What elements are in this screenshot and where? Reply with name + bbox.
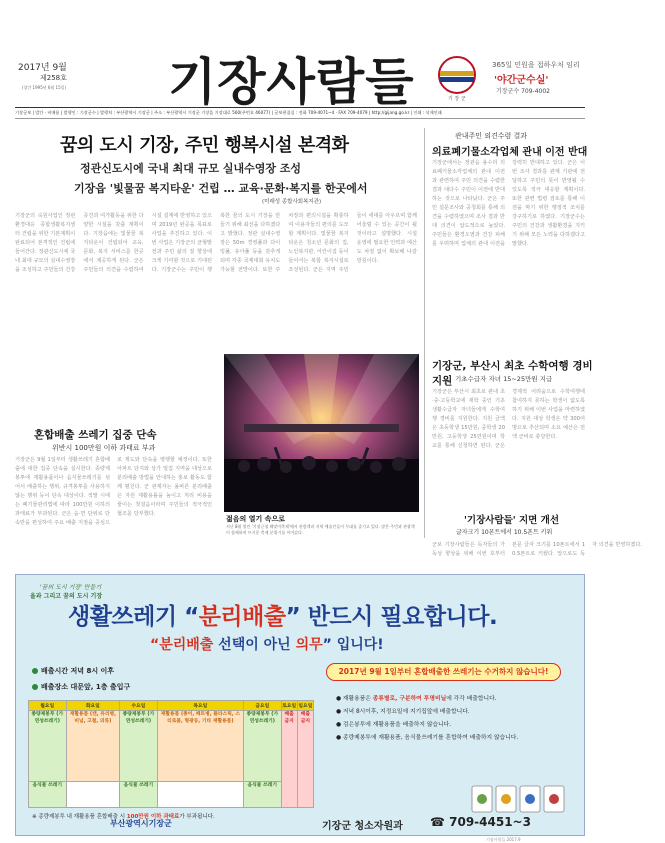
rule-highlight: 종류별로, 구분하여 투명비닐 xyxy=(372,696,447,702)
night-office-ad-line1: 365일 민원을 접하우처 임리 xyxy=(492,61,580,69)
rule-item: ● 재활용품은 종류별로, 구분하여 투명비닐에 각각 배출합니다. xyxy=(336,696,497,702)
schedule-cell: 음식물 쓰레기 xyxy=(120,781,158,807)
lead-credit: (미래성 종합사회복지관) xyxy=(262,199,322,205)
medical-waste-body: 기장군에서는 정관읍 용수리 의료폐기물소각업체의 관내 이전과 관련하여 주민 의견을 수렴한 결과 대다수 주민이 이전에 반대하는 것으로 나타났다. 군은 주민 설문조사와 공청회를 통해 의견을 수렴하였으며 조사 결과 반대 의견이 압도적으로 높았다. 주민들은 환경오염과 건강 피해를 우려하며 업체의 관내 이전을 강력히 반대하고 있다. 군은 이번 조사 결과를 관계 기관에 전달하고 주민의 뜻이 반영될 수 있도록 적극 대응할 계획이다. 또한 관련 법령 검토를 통해 이전을 막기 위한 행정적 조치를 강구하기로 하였다. 기장군수는 주민의 건강과 생활환경을 지키기 위해 모든 노력을 다하겠다고 말했다. xyxy=(432,160,585,247)
lead-headline: 꿈의 도시 기장, 주민 행복시설 본격화 xyxy=(60,135,349,156)
newspaper-title: 기장사람들 xyxy=(168,52,415,111)
schedule-cell: 종량제봉투 (가연성쓰레기) xyxy=(120,711,158,782)
banner-title-post: ” 반드시 필요합니다. xyxy=(285,604,498,630)
night-office-ad-title: '야간군수실' xyxy=(494,75,549,86)
emblem-label: 기 장 군 xyxy=(448,96,466,102)
banner-subtitle xyxy=(150,634,384,654)
bullet-icon xyxy=(32,684,38,690)
lead-subheadline-2: 기장읍 '빛물꿈 복지타운' 건립 … 교육·문화·복지를 한곳에서 xyxy=(74,182,368,195)
lead-body: 기장군의 숙원사업인 정관 환경대응 종합생활복지센터 건립을 위한 기본계획이 완료되어 본격적인 건립에 들어간다. 정관신도시에 국내 최대 규모의 실내수영장을 조성하고 주민들의 건강증진과 여가활동을 위한 다양한 시설을 갖출 계획이다. 기장읍에는 빛물꿈 복지타운이 건립되어 교육, 문화, 복지 서비스를 한곳에서 제공하게 된다. 군은 주민들의 의견을 수렴하여 시설 설계에 반영하고 있으며 2019년 완공을 목표로 사업을 추진하고 있다. 이번 사업은 기장군의 균형발전과 주민 삶의 질 향상에 크게 기여할 것으로 기대된다. 기장군수는 주민이 행복한 꿈의 도시 기장을 만들기 위해 최선을 다하겠다고 밝혔다. 정관 실내수영장은 50m 경영풀과 다이빙풀, 유아풀 등을 갖추게 되며 각종 국제대회 유치도 가능할 전망이다. 또한 주차장과 편의시설을 확충하여 이용자들의 편의를 도모할 계획이다. 빛물꿈 복지타운은 청소년 문화의 집, 노인복지관, 어린이집 등이 들어서는 복합 복지시설로 조성된다. 군은 지역 주민들이 세대를 아우르며 함께 어울릴 수 있는 공간이 될 것이라고 설명했다. 시설 운영에 필요한 인력과 예산도 차질 없이 확보해 나갈 방침이다. xyxy=(15,213,417,273)
weekday-header: 화요일 xyxy=(66,701,120,711)
schedule-cell: 종량제봉투 (가연성쓰레기) xyxy=(244,711,282,782)
bullet-icon xyxy=(32,668,38,674)
schedule-cell: 음식물 쓰레기 xyxy=(244,781,282,807)
medical-waste-headline: 의료폐기물소각업체 관내 이전 반대 xyxy=(432,147,588,158)
publication-info-bar: 기장군보 | 발간 · 비매품 | 발행인 : 기장군수 | 발행처 : 부산광역시 기장군 | 주소 : 부산광역시 기장군 기장읍 기장대로 560(주번호 46077) | 군보편집실 : 전화 709-4071~4 · FAX 709-4079 | http://gijang.go.kr | 인쇄 : 삭제인쇄 xyxy=(15,107,585,119)
banner-title-pre: 생활쓰레기 “ xyxy=(68,604,199,630)
schedule-cell xyxy=(157,781,243,807)
schedule-cell xyxy=(66,781,120,807)
registration-info: (창간 1995년 6월 15일) xyxy=(22,85,67,90)
weekday-header: 금요일 xyxy=(244,701,282,711)
page-footer: 기장사람들 2017.9 xyxy=(486,837,521,842)
recycling-rules-list xyxy=(336,693,556,745)
schedule-cell: 배출 금지 xyxy=(281,711,297,808)
issue-date: 2017년 9월 xyxy=(18,63,67,73)
banner-subtitle-post: ” 입니다! xyxy=(322,637,384,653)
waste-crackdown-headline: 혼합배출 쓰레기 집중 단속 xyxy=(34,429,157,441)
waste-crackdown-body: 기장군은 9월 1일부터 생활쓰레기 혼합배출에 대한 집중 단속을 실시한다. 종량제 봉투에 재활용품이나 음식물쓰레기를 섞어서 배출하는 행위, 규격봉투를 사용하지 않는 행위 등이 단속 대상이다. 적발 시에는 폐기물관리법에 따라 100만원 이하의 과태료가 부과된다. 군은 읍·면 단위로 단속반을 편성하여 주요 배출 지점을 중심으로 계도와 단속을 병행할 예정이다. 또한 아파트 단지와 상가 밀집 지역을 대상으로 분리배출 방법을 안내하는 홍보 활동도 함께 펼친다. 군 관계자는 올바른 분리배출은 자원 재활용률을 높이고 처리 비용을 줄이는 첫걸음이라며 주민들의 적극적인 협조를 당부했다. xyxy=(15,457,212,526)
busan-gijang-org: 부산광역시기장군 xyxy=(110,819,172,828)
lead-subheadline-1: 정관신도시에 국내 최대 규모 실내수영장 조성 xyxy=(80,162,302,175)
issue-number: 제258호 xyxy=(40,74,67,82)
sanitation-department: 기장군 청소자원과 xyxy=(322,821,403,832)
banner-slogan-1: '꿈의 도시 기장' 만들기 xyxy=(40,584,102,591)
weekday-header: 월요일 xyxy=(29,701,67,711)
collection-time xyxy=(32,666,114,676)
rule-text: 에 각각 배출합니다. xyxy=(446,696,497,702)
contact-phone: ☎ 709-4451~3 xyxy=(430,815,531,829)
school-trip-headline: 기장군, 부산시 최초 수학여행 경비 지원 xyxy=(432,360,593,387)
schedule-cell: 종량제봉투 (가연성쓰레기) xyxy=(29,711,67,782)
banner-slogan-2: 올과 그리고 꿈의 도시 기장 xyxy=(30,593,103,600)
waste-crackdown-subheadline: 위반시 100만원 이하 과태료 부과 xyxy=(52,444,156,452)
rule-text: 재활용품은 xyxy=(342,696,373,702)
night-office-ad-phone: 기장군수 709-4002 xyxy=(496,88,550,95)
weekday-header: 토요일 xyxy=(281,701,297,711)
layout-change-headline: '기장사람들' 지면 개선 xyxy=(464,515,560,526)
school-trip-subheadline: 기초수급자 자녀 15~25만원 지급 xyxy=(455,375,553,383)
weekday-header: 수요일 xyxy=(120,701,158,711)
recycling-bins-icon xyxy=(470,778,570,818)
rule-item: ● 검은봉투에 재활용품을 배출하지 않습니다. xyxy=(336,722,452,728)
schedule-cell: 음식물 쓰레기 xyxy=(29,781,67,807)
article-kicker: 관내주민 외견수렴 결과 xyxy=(455,132,528,140)
rule-item: ● 종량제봉투에 재활용품, 음식물쓰레기를 혼합하여 배출하지 않습니다. xyxy=(336,735,519,741)
photo-caption-title: 젊음의 열기 속으로 xyxy=(226,515,285,523)
banner-subtitle-mid: 선택이 아닌 xyxy=(213,637,296,653)
schedule-cell: 재활용품 (캔, 유리병, 비닐, 고철, 의류) xyxy=(66,711,120,782)
banner-subtitle-pre: “분리배출 xyxy=(150,637,214,653)
collection-schedule-table xyxy=(28,700,314,808)
concert-photo xyxy=(224,354,419,512)
photo-caption: 지난 8월 열린 '기장군청 해맞이축제'에서 관람객과 지역 예술인들이 무대를 즐기고 있다. 많은 주민과 관광객이 함께하며 뜨거운 축제 분위기를 이어갔다. xyxy=(226,524,415,535)
collection-place-label: 배출장소 대문앞, 1층 출입구 xyxy=(41,683,131,691)
no-pickup-notice: 2017년 9월 1일부터 혼합배출한 쓰레기는 수거하지 않습니다! xyxy=(326,663,561,681)
layout-change-body: 군보 기장사람들은 독자들의 가독성 향상을 위해 이번 호부터 본문 글자 크기를 10폰트에서 10.5폰트로 키웠다. 앞으로도 독자 의견을 반영하겠다. xyxy=(432,542,643,557)
collection-time-label: 배출시간 저녁 8시 이후 xyxy=(41,667,115,675)
rule-text: 종량제봉투에 재활용품, 음식물쓰레기를 혼합하여 배출하지 않습니다. xyxy=(342,735,519,741)
schedule-cell: 배출 금지 xyxy=(297,711,313,808)
weekday-header: 일요일 xyxy=(297,701,313,711)
rule-item: ● 저녁 8시이후, 지정요일에 지기집앞에 배출합니다. xyxy=(336,709,470,715)
banner-title-highlight: 분리배출 xyxy=(198,604,286,630)
school-trip-body: 기장군은 부산시 최초로 관내 초·중·고등학교에 재학 중인 기초생활수급자 자녀들에게 수학여행 경비를 지원한다. 지원 금액은 초등학생 15만원, 중학생 20만원, 고등학생 25만원이며 학교를 통해 신청하면 된다. 군은 경제적 어려움으로 수학여행에 참여하지 못하는 학생이 없도록 하기 위해 이번 사업을 마련하였다. 지원 대상 학생은 약 300여 명으로 추산되며 소요 예산은 전액 군비로 충당한다. xyxy=(432,389,585,449)
contact-phone-number: 709-4451~3 xyxy=(449,815,531,829)
penalty-note-post: 가 부과됩니다. xyxy=(179,814,215,820)
penalty-note-pre: ※ 종량제봉투 내 재활용품 혼합배출 시 xyxy=(32,814,127,820)
banner-title xyxy=(68,598,497,631)
rule-text: 저녁 8시이후, 지정요일에 지기집앞에 배출합니다. xyxy=(342,709,470,715)
rule-text: 검은봉투에 재활용품을 배출하지 않습니다. xyxy=(342,722,452,728)
banner-subtitle-highlight: 의무 xyxy=(295,637,323,653)
layout-change-subheadline: 글자크기 10폰트에서 10.5폰트 키워 xyxy=(456,529,553,536)
collection-place xyxy=(32,682,130,692)
column-divider xyxy=(424,128,425,538)
schedule-cell: 재활용품 (종이, 페트병, 플라스틱, 스티로폼, 형광등, 기타 재활용품) xyxy=(157,711,243,782)
weekday-header: 목요일 xyxy=(157,701,243,711)
penalty-note-highlight: 100만원 이하 과태료 xyxy=(126,814,180,820)
gijang-emblem-icon xyxy=(438,56,476,94)
